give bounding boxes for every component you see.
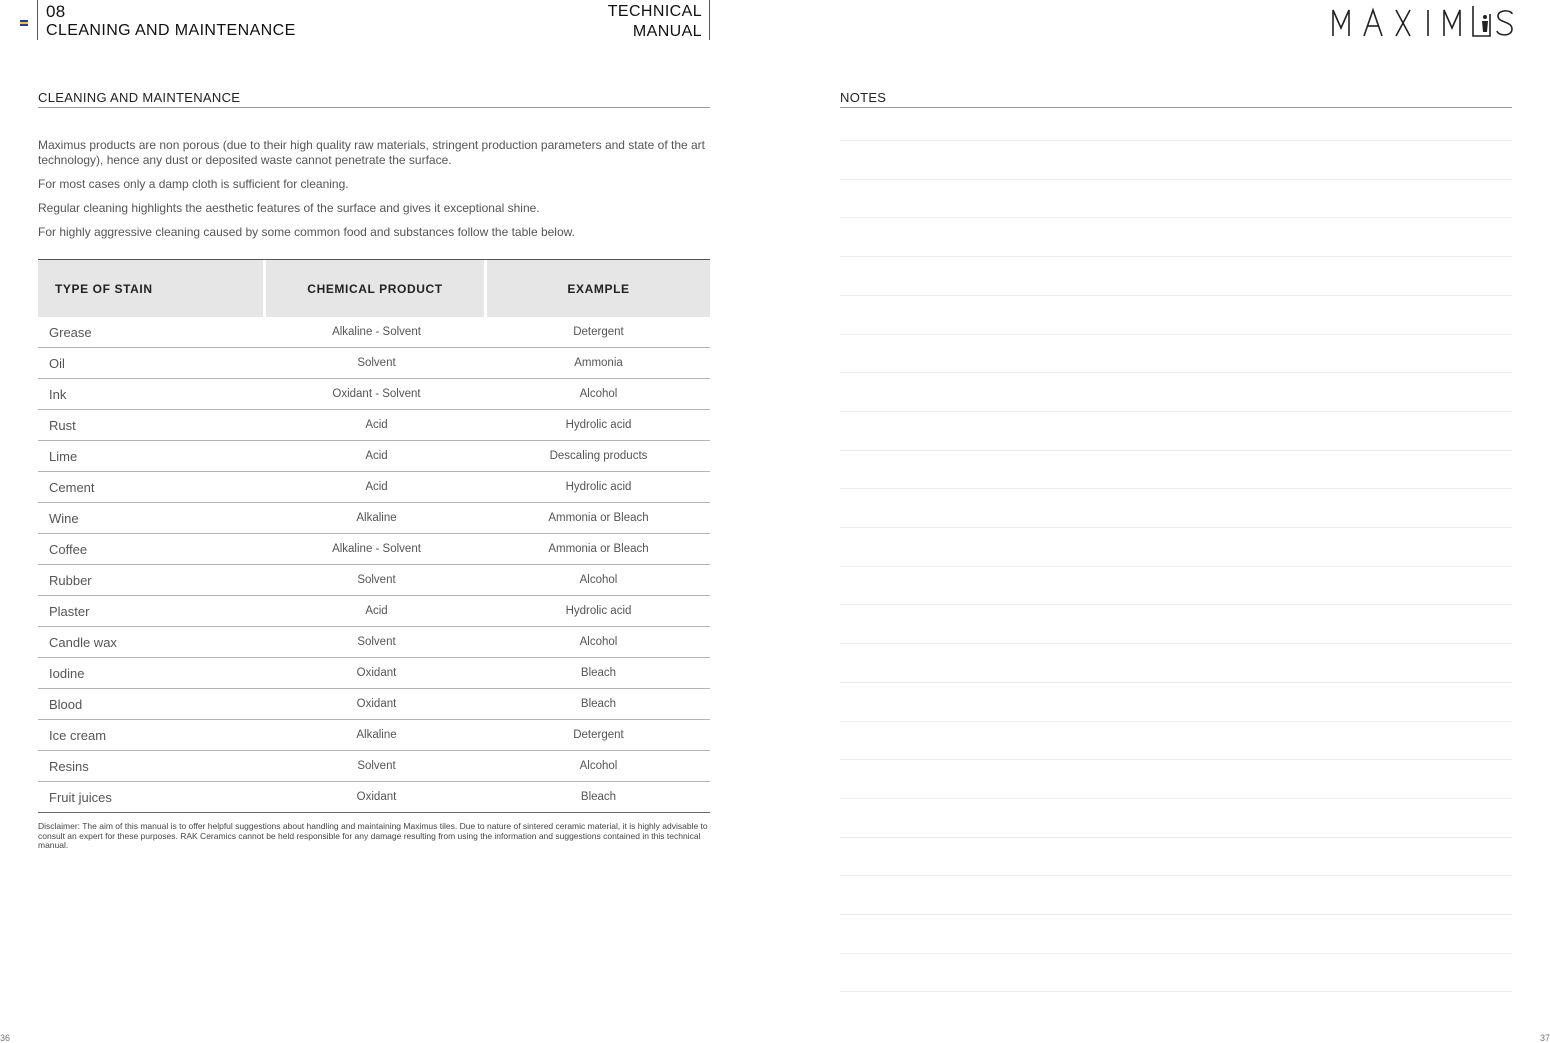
table-row [38, 751, 710, 782]
note-line [840, 643, 1512, 644]
manual-label [608, 2, 702, 41]
stain-cell: Candle wax [38, 627, 266, 658]
chemical-cell: Acid [266, 410, 487, 441]
cleaning-section [38, 90, 710, 851]
note-line [840, 837, 1512, 838]
page-number-left: 36 [0, 1033, 11, 1043]
note-line [840, 721, 1512, 722]
chemical-cell: Acid [266, 441, 487, 472]
table-row [38, 503, 710, 534]
table-row [38, 565, 710, 596]
notes-section [840, 90, 1512, 108]
table-row [38, 658, 710, 689]
example-cell: Ammonia or Bleach [487, 534, 710, 565]
manual-label-line2: MANUAL [632, 22, 702, 40]
example-cell: Alcohol [487, 751, 710, 782]
note-line [840, 798, 1512, 799]
example-cell: Bleach [487, 658, 710, 689]
stain-cell: Coffee [38, 534, 266, 565]
chemical-cell: Oxidant [266, 782, 487, 813]
chemical-cell: Alkaline - Solvent [266, 317, 487, 348]
stain-cell: Cement [38, 472, 266, 503]
section-number: 08 [46, 2, 66, 21]
brand-logo [1330, 4, 1514, 40]
column-header-example: EXAMPLE [487, 260, 710, 317]
example-cell: Bleach [487, 782, 710, 813]
note-line [840, 411, 1512, 412]
table-row [38, 472, 710, 503]
note-line [840, 759, 1512, 760]
section-title: CLEANING AND MAINTENANCE [46, 22, 296, 39]
example-cell: Detergent [487, 317, 710, 348]
note-line [840, 527, 1512, 528]
stain-table [38, 259, 710, 813]
table-row [38, 627, 710, 658]
example-cell: Hydrolic acid [487, 472, 710, 503]
page-number-right: 37 [1539, 1033, 1550, 1043]
intro-text [38, 138, 710, 240]
example-cell: Ammonia or Bleach [487, 503, 710, 534]
note-line [840, 991, 1512, 992]
note-line [840, 953, 1512, 954]
header-divider-right [709, 0, 710, 40]
column-header-chemical: CHEMICAL PRODUCT [266, 260, 487, 317]
note-line [840, 875, 1512, 876]
example-cell: Bleach [487, 689, 710, 720]
example-cell: Alcohol [487, 379, 710, 410]
stain-cell: Lime [38, 441, 266, 472]
stain-cell: Oil [38, 348, 266, 379]
chemical-cell: Solvent [266, 751, 487, 782]
note-line [840, 372, 1512, 373]
table-row [38, 596, 710, 627]
stain-cell: Plaster [38, 596, 266, 627]
chemical-cell: Solvent [266, 627, 487, 658]
note-line [840, 566, 1512, 567]
table-row [38, 379, 710, 410]
disclaimer-text: Disclaimer: The aim of this manual is to offer helpful suggestions about handling and maintaining Maximus tiles. Due to nature of sintered ceramic material, it is highly advisable to consult an expert for these purposes. RAK Ceramics cannot be held responsible for any damage resulting from using the information and suggestions contained in this technical manual. [38, 821, 708, 850]
note-line [840, 334, 1512, 335]
chemical-cell: Oxidant [266, 689, 487, 720]
intro-paragraph: Regular cleaning highlights the aesthetic features of the surface and gives it exceptional shine. [38, 201, 540, 215]
chemical-cell: Oxidant [266, 658, 487, 689]
example-cell: Hydrolic acid [487, 596, 710, 627]
stain-cell: Rust [38, 410, 266, 441]
stain-cell: Iodine [38, 658, 266, 689]
stain-cell: Blood [38, 689, 266, 720]
note-line [840, 179, 1512, 180]
note-line [840, 217, 1512, 218]
stain-cell: Ice cream [38, 720, 266, 751]
example-cell: Alcohol [487, 627, 710, 658]
table-row [38, 317, 710, 348]
stain-cell: Resins [38, 751, 266, 782]
table-header-row [38, 260, 710, 317]
chemical-cell: Acid [266, 596, 487, 627]
chemical-cell: Alkaline - Solvent [266, 534, 487, 565]
table-row [38, 689, 710, 720]
stain-cell: Rubber [38, 565, 266, 596]
chemical-cell: Solvent [266, 565, 487, 596]
manual-label-line1: TECHNICAL [607, 3, 702, 20]
example-cell: Ammonia [487, 348, 710, 379]
intro-paragraph: For highly aggressive cleaning caused by some common food and substances follow the table below. [38, 225, 575, 239]
chemical-cell: Acid [266, 472, 487, 503]
chemical-cell: Alkaline [266, 720, 487, 751]
notes-heading: NOTES [840, 90, 1512, 108]
note-line [840, 450, 1512, 451]
chemical-cell: Oxidant - Solvent [266, 379, 487, 410]
stain-cell: Grease [38, 317, 266, 348]
table-row [38, 720, 710, 751]
note-line [840, 295, 1512, 296]
example-cell: Detergent [487, 720, 710, 751]
table-row [38, 348, 710, 379]
flag-icon [20, 20, 28, 26]
note-line [840, 140, 1512, 141]
note-line [840, 488, 1512, 489]
stain-cell: Fruit juices [38, 782, 266, 813]
intro-paragraph: Maximus products are non porous (due to their high quality raw materials, stringent production parameters and state of the art technology), hence any dust or deposited waste cannot penetrate the surface. [38, 138, 706, 167]
column-header-stain: TYPE OF STAIN [38, 260, 266, 317]
stain-cell: Ink [38, 379, 266, 410]
note-line [840, 256, 1512, 257]
table-row [38, 782, 710, 813]
example-cell: Alcohol [487, 565, 710, 596]
example-cell: Descaling products [487, 441, 710, 472]
cleaning-heading: CLEANING AND MAINTENANCE [38, 90, 710, 108]
chemical-cell: Alkaline [266, 503, 487, 534]
table-row [38, 534, 710, 565]
intro-paragraph: For most cases only a damp cloth is sufficient for cleaning. [38, 177, 349, 191]
table-row [38, 441, 710, 472]
stain-cell: Wine [38, 503, 266, 534]
example-cell: Hydrolic acid [487, 410, 710, 441]
header-divider-left [37, 0, 38, 40]
chemical-cell: Solvent [266, 348, 487, 379]
table-row [38, 410, 710, 441]
note-line [840, 604, 1512, 605]
note-line [840, 914, 1512, 915]
note-line [840, 682, 1512, 683]
